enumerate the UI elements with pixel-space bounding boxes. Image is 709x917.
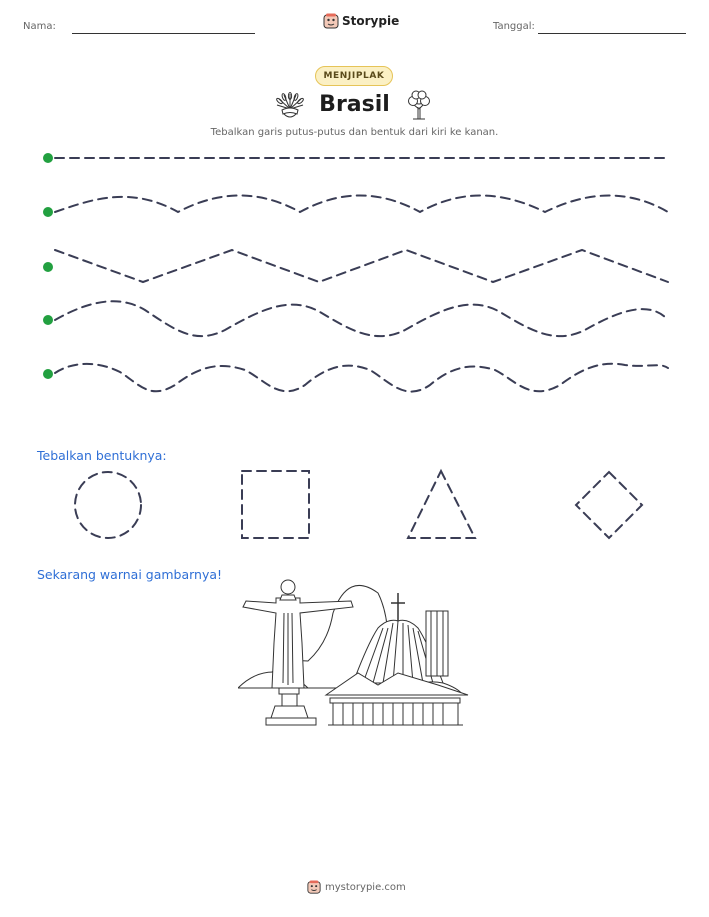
brand-name: Storypie — [342, 14, 400, 28]
instructions: Tebalkan garis putus-putus dan bentuk dari kiri ke kanan. — [210, 127, 499, 138]
name-field[interactable] — [72, 33, 255, 34]
trace-diamond — [576, 472, 642, 538]
coloring-heading: Sekarang warnai gambarnya! — [37, 567, 223, 582]
start-dot — [43, 153, 53, 163]
storypie-logo-icon — [307, 880, 321, 894]
footer-url[interactable]: mystorypie.com — [325, 881, 406, 893]
brand-logo — [323, 13, 399, 29]
storypie-logo-icon — [323, 13, 339, 29]
trace-line-tight-wave — [55, 364, 668, 392]
tracing-shapes — [0, 462, 709, 547]
coloring-picture — [238, 573, 470, 731]
tree-icon — [404, 89, 434, 121]
footer — [307, 880, 406, 894]
date-field[interactable] — [538, 33, 686, 34]
trace-line-soft-wave — [55, 196, 668, 213]
tracing-lines — [0, 140, 709, 400]
activity-badge: MENJIPLAK — [315, 66, 393, 86]
trace-square — [242, 471, 309, 538]
start-dot — [43, 262, 53, 272]
trace-triangle — [408, 471, 475, 538]
name-label: Nama: — [23, 21, 56, 32]
trace-line-zigzag — [55, 250, 668, 282]
shapes-heading: Tebalkan bentuknya: — [37, 448, 167, 463]
trace-line-wave — [55, 301, 668, 336]
date-label: Tanggal: — [493, 21, 535, 32]
start-dot — [43, 207, 53, 217]
page-title: Brasil — [319, 92, 390, 117]
start-dot — [43, 369, 53, 379]
trace-circle — [75, 472, 141, 538]
start-dot — [43, 315, 53, 325]
